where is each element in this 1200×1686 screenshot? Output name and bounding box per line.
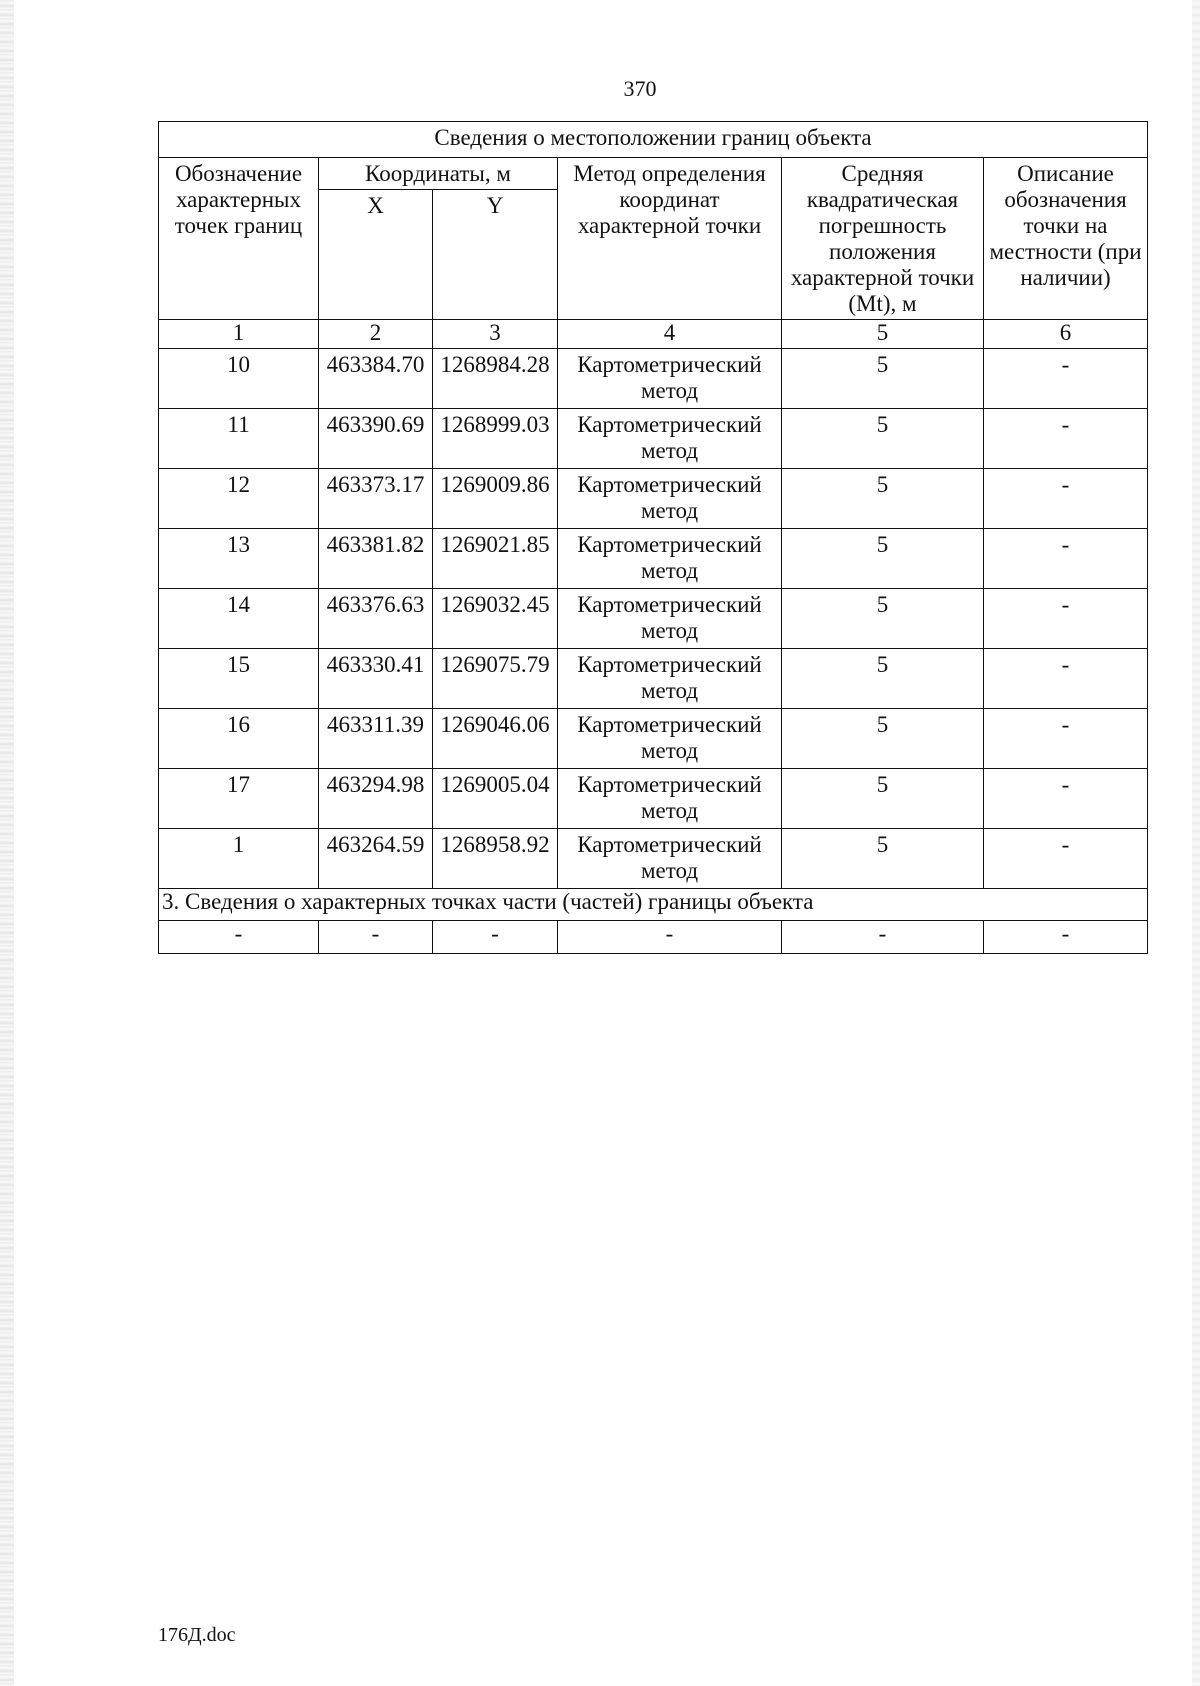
coord-y: 1269032.45 [433, 589, 558, 649]
section3-title: 3. Сведения о характерных точках части (частей) границы объекта [159, 889, 1148, 921]
coord-y: 1268958.92 [433, 829, 558, 889]
coord-x: 463381.82 [319, 529, 433, 589]
column-number: 4 [558, 320, 782, 349]
method: Картометрический метод [558, 829, 782, 889]
table-row [159, 349, 1148, 409]
coord-y: 1269075.79 [433, 649, 558, 709]
mean-error: 5 [782, 709, 984, 769]
point-id: 13 [159, 529, 319, 589]
point-id: 12 [159, 469, 319, 529]
method: Картометрический метод [558, 649, 782, 709]
header-mean-error: Средняя квадратическая погрешность положения характерной точки (Mt), м [782, 158, 984, 320]
table-row [159, 649, 1148, 709]
coord-x: 463264.59 [319, 829, 433, 889]
column-number: 2 [319, 320, 433, 349]
description: - [984, 529, 1148, 589]
empty-cell: - [159, 921, 319, 954]
column-number: 1 [159, 320, 319, 349]
column-number: 3 [433, 320, 558, 349]
description: - [984, 829, 1148, 889]
empty-cell: - [319, 921, 433, 954]
coord-x: 463373.17 [319, 469, 433, 529]
section3-row [159, 921, 1148, 954]
mean-error: 5 [782, 829, 984, 889]
table-row [159, 829, 1148, 889]
table-row [159, 769, 1148, 829]
method: Картометрический метод [558, 529, 782, 589]
coord-x: 463384.70 [319, 349, 433, 409]
empty-cell: - [558, 921, 782, 954]
scan-edge-left [0, 0, 14, 1686]
mean-error: 5 [782, 649, 984, 709]
description: - [984, 649, 1148, 709]
method: Картометрический метод [558, 469, 782, 529]
point-id: 1 [159, 829, 319, 889]
description: - [984, 709, 1148, 769]
point-id: 11 [159, 409, 319, 469]
coord-x: 463330.41 [319, 649, 433, 709]
mean-error: 5 [782, 529, 984, 589]
header-method: Метод определения координат характерной точки [558, 158, 782, 320]
scan-edge-right [1192, 0, 1200, 1686]
table-row [159, 409, 1148, 469]
point-id: 17 [159, 769, 319, 829]
method: Картометрический метод [558, 349, 782, 409]
footer-filename: 176Д.doc [158, 1624, 236, 1646]
table-row [159, 709, 1148, 769]
description: - [984, 409, 1148, 469]
mean-error: 5 [782, 589, 984, 649]
table-title: Сведения о местоположении границ объекта [159, 122, 1148, 158]
coord-y: 1269009.86 [433, 469, 558, 529]
mean-error: 5 [782, 469, 984, 529]
coord-x: 463311.39 [319, 709, 433, 769]
header-y: Y [433, 190, 558, 320]
empty-cell: - [433, 921, 558, 954]
table-row [159, 589, 1148, 649]
coord-y: 1268984.28 [433, 349, 558, 409]
method: Картометрический метод [558, 589, 782, 649]
description: - [984, 589, 1148, 649]
coord-x: 463376.63 [319, 589, 433, 649]
point-id: 15 [159, 649, 319, 709]
coord-x: 463294.98 [319, 769, 433, 829]
column-number: 5 [782, 320, 984, 349]
coord-y: 1269005.04 [433, 769, 558, 829]
coord-y: 1269046.06 [433, 709, 558, 769]
table-row [159, 529, 1148, 589]
header-description: Описание обозначения точки на местности (при наличии) [984, 158, 1148, 320]
point-id: 14 [159, 589, 319, 649]
mean-error: 5 [782, 349, 984, 409]
point-id: 10 [159, 349, 319, 409]
empty-cell: - [984, 921, 1148, 954]
header-point-designation: Обозначение характерных точек границ [159, 158, 319, 320]
column-number: 6 [984, 320, 1148, 349]
coord-x: 463390.69 [319, 409, 433, 469]
method: Картометрический метод [558, 409, 782, 469]
mean-error: 5 [782, 769, 984, 829]
header-x: X [319, 190, 433, 320]
table-row [159, 469, 1148, 529]
description: - [984, 469, 1148, 529]
boundary-coordinates-table [158, 121, 1148, 954]
page-number: 370 [623, 76, 657, 101]
description: - [984, 769, 1148, 829]
header-coordinates: Координаты, м [319, 158, 558, 190]
coord-y: 1269021.85 [433, 529, 558, 589]
point-id: 16 [159, 709, 319, 769]
mean-error: 5 [782, 409, 984, 469]
description: - [984, 349, 1148, 409]
coord-y: 1268999.03 [433, 409, 558, 469]
method: Картометрический метод [558, 769, 782, 829]
method: Картометрический метод [558, 709, 782, 769]
empty-cell: - [782, 921, 984, 954]
